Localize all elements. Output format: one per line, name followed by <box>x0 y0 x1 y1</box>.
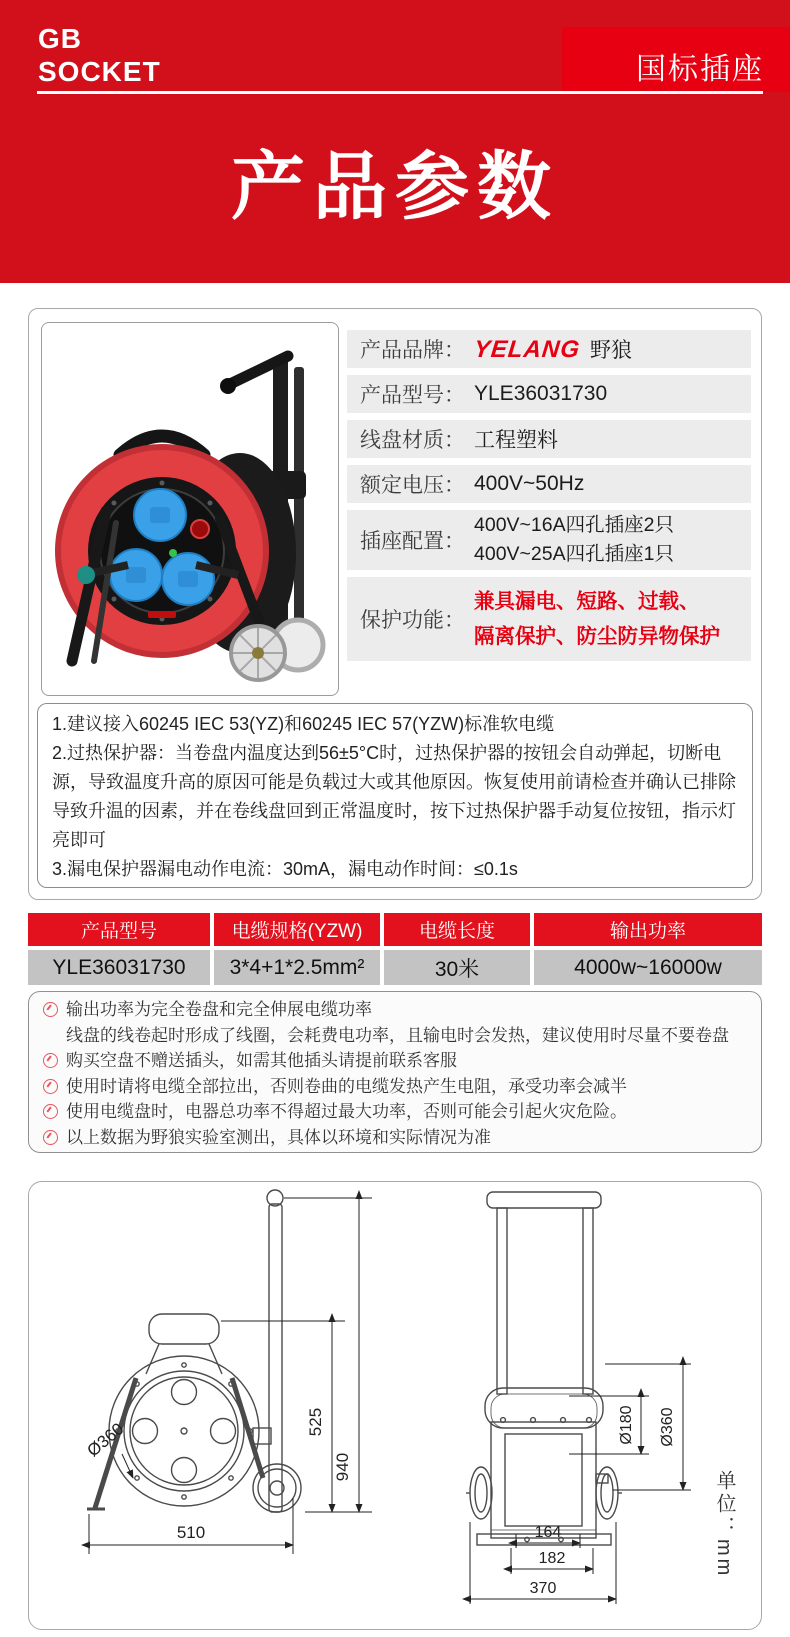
spec-value: 400V~16A四孔插座2只 400V~25A四孔插座1只 <box>474 514 674 565</box>
spec-value: YELANG 野狼 <box>472 336 633 363</box>
spec-value-highlight: 兼具漏电、短路、过载、 隔离保护、防尘防异物保护 <box>474 590 720 648</box>
note-2: 2.过热保护器：当卷盘内温度达到56±5°C时，过热保护器的按钮会自动弹起，切断电源，导致温度升高的原因可能是负载过大或其他原因。恢复使用前请检查并确认已排除导致升温的因素，并在卷线盘回到正常温度时，按下过热保护器手动复位按钮，指示灯亮即可 <box>52 743 736 850</box>
spec-row-voltage <box>347 465 751 503</box>
spec-label: 额定电压： <box>360 474 465 497</box>
clock-warning-icon <box>43 1079 58 1094</box>
spec-row-protection <box>347 577 751 661</box>
front-view-dimensions <box>89 1198 372 1554</box>
cell-cable-spec: 3*4+1*2.5mm² <box>214 950 380 985</box>
warning-line: 使用电缆盘时，电器总功率不得超过最大功率，否则可能会引起火灾危险。 <box>41 1099 749 1125</box>
rear-view-dimensions <box>470 1364 691 1604</box>
note-3: 3.漏电保护器漏电动作电流：30mA，漏电动作时间：≤0.1s <box>52 859 518 879</box>
spec-value: 400V~50Hz <box>474 472 585 495</box>
dim-rear-body-width: 182 <box>538 1550 566 1567</box>
spec-label: 保护功能： <box>360 609 465 632</box>
yelang-logo: YELANG <box>472 336 582 363</box>
col-header-cable-spec: 电缆规格(YZW) <box>214 913 380 946</box>
dim-rear-hub-width: 164 <box>534 1524 562 1541</box>
parameter-table <box>28 913 762 985</box>
category-tag <box>562 27 790 92</box>
warning-notes-box <box>28 991 762 1153</box>
spec-row-sockets <box>347 510 751 570</box>
spec-label: 产品品牌： <box>360 339 465 362</box>
spec-value: YLE36031730 <box>474 382 608 405</box>
dim-front-diameter: Ø360 <box>83 1419 128 1461</box>
dim-front-width: 510 <box>176 1523 206 1542</box>
product-photo <box>41 322 339 696</box>
spec-row-model <box>347 375 751 413</box>
spec-row-material <box>347 420 751 458</box>
clock-warning-icon <box>43 1002 58 1017</box>
clock-warning-icon <box>43 1053 58 1068</box>
spec-list <box>347 330 751 668</box>
spec-label: 插座配置： <box>360 530 465 553</box>
note-1: 1.建议接入60245 IEC 53(YZ)和60245 IEC 57(YZW)标准软电缆 <box>52 714 555 734</box>
cable-reel-trolley-image <box>42 323 336 693</box>
spec-label: 产品型号： <box>360 384 465 407</box>
dim-rear-total-width: 370 <box>529 1580 557 1597</box>
category-tag-label: 国标插座 <box>636 53 764 86</box>
cell-model: YLE36031730 <box>28 950 210 985</box>
page-title: 产品参数 <box>231 145 559 228</box>
dim-front-height: 940 <box>333 1452 352 1482</box>
warning-line-continuation: 线盘的线卷起时形成了线圈，会耗费电功率，且输电时会发热，建议使用时尽量不要卷盘 <box>66 1025 729 1045</box>
warning-line: 购买空盘不赠送插头，如需其他插头请提前联系客服 <box>41 1048 749 1074</box>
col-header-model: 产品型号 <box>28 913 210 946</box>
brand-line-2: SOCKET <box>38 56 161 87</box>
warning-line: 以上数据为野狼实验室测出，具体以环境和实际情况为准 <box>41 1125 749 1151</box>
dim-rear-outer-diameter: Ø360 <box>659 1407 676 1447</box>
col-header-output-power: 输出功率 <box>534 913 762 946</box>
divider-line <box>37 91 763 94</box>
rear-view-drawing <box>466 1192 622 1545</box>
hero-banner <box>0 0 790 283</box>
clock-warning-icon <box>43 1130 58 1145</box>
unit-label: 单位：mm <box>713 1470 735 1579</box>
warning-line: 使用时请将电缆全部拉出，否则卷曲的电缆发热产生电阻，承受功率会减半 <box>41 1074 749 1100</box>
col-header-cable-length: 电缆长度 <box>384 913 530 946</box>
technical-drawings <box>29 1182 761 1629</box>
cell-cable-length: 30米 <box>384 950 530 985</box>
dim-rear-inner-diameter: Ø180 <box>618 1405 635 1445</box>
dim-front-mid-height: 525 <box>306 1407 325 1437</box>
brand-line-1: GB <box>38 23 82 54</box>
warning-line: 输出功率为完全卷盘和完全伸展电缆功率 <box>41 997 749 1023</box>
front-view-drawing <box>87 1190 301 1512</box>
spec-value: 工程塑料 <box>474 429 558 452</box>
usage-notes-box <box>37 703 753 888</box>
cell-output-power: 4000w~16000w <box>534 950 762 985</box>
product-card <box>28 308 762 900</box>
clock-warning-icon <box>43 1104 58 1119</box>
dimension-drawing-box <box>28 1181 762 1630</box>
spec-label: 线盘材质： <box>360 429 465 452</box>
brand-logo <box>38 22 161 88</box>
spec-row-brand <box>347 330 751 368</box>
